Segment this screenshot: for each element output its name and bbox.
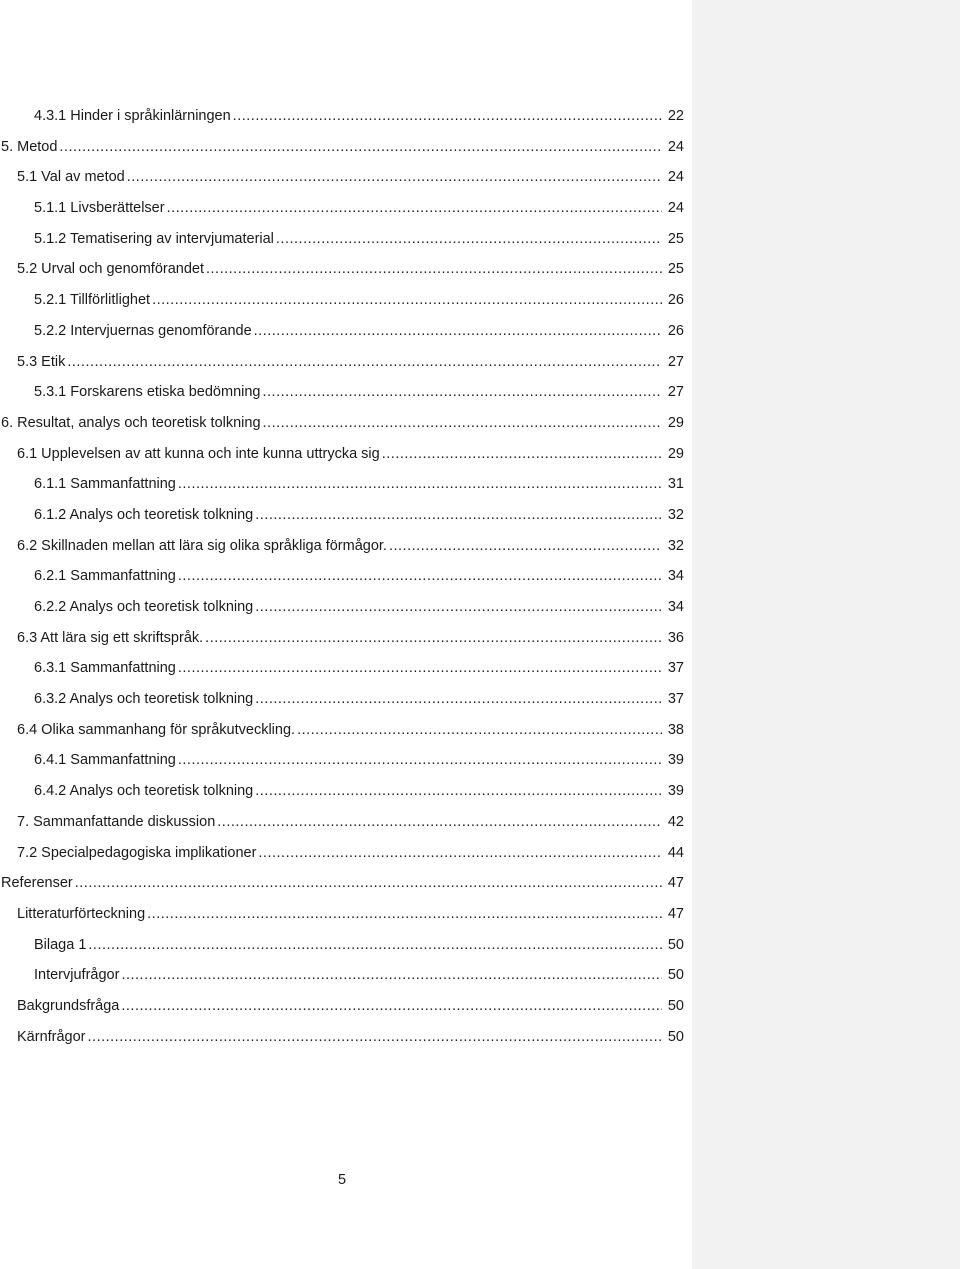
toc-entry-title: 6.3 Att lära sig ett skriftspråk. — [17, 629, 204, 646]
toc-entry-page: 24 — [667, 200, 684, 217]
toc-entry-title: 6.4.1 Sammanfattning — [34, 752, 176, 769]
toc-entry-title: Referenser — [1, 875, 73, 892]
toc-entry-title: 6.4 Olika sammanhang för språkutveckling. — [17, 721, 296, 738]
toc-entry-page: 47 — [667, 905, 684, 922]
toc-dot-leader — [389, 531, 662, 562]
toc-dot-leader — [127, 162, 662, 193]
toc-entry-title: 6.2.1 Sammanfattning — [34, 568, 176, 585]
toc-dot-leader — [233, 101, 662, 132]
toc-entry[interactable] — [0, 285, 684, 316]
toc-entry[interactable] — [0, 653, 684, 684]
toc-entry-page: 31 — [667, 476, 684, 493]
toc-entry-title: Litteraturförteckning — [17, 905, 146, 922]
toc-entry-title: 4.3.1 Hinder i språkinlärningen — [34, 108, 231, 124]
toc-entry[interactable] — [0, 930, 684, 961]
toc-dot-leader — [178, 745, 662, 776]
toc-entry-page: 24 — [667, 169, 684, 186]
toc-entry[interactable] — [0, 838, 684, 869]
toc-entry-page: 39 — [667, 783, 684, 800]
toc-dot-leader — [59, 132, 662, 163]
toc-dot-leader — [88, 930, 662, 961]
toc-entry-page: 50 — [667, 1028, 684, 1045]
toc-entry[interactable] — [0, 316, 684, 347]
toc-entry-title: 6.1 Upplevelsen av att kunna och inte kunna uttrycka sig — [17, 445, 380, 462]
toc-entry-title: 5.1 Val av metod — [17, 169, 125, 186]
toc-dot-leader — [167, 193, 662, 224]
toc-dot-leader — [205, 623, 662, 654]
toc-entry[interactable] — [0, 439, 684, 470]
comment-margin-pane — [692, 0, 960, 1269]
toc-dot-leader — [178, 653, 662, 684]
toc-dot-leader — [255, 776, 662, 807]
toc-entry-title: Intervjufrågor — [34, 967, 120, 984]
toc-entry-page: 34 — [667, 568, 684, 585]
toc-entry-title: 5.3.1 Forskarens etiska bedömning — [34, 384, 261, 401]
toc-dot-leader — [206, 254, 662, 285]
toc-dot-leader — [88, 1022, 662, 1053]
toc-dot-leader — [75, 868, 662, 899]
toc-entry[interactable] — [0, 531, 684, 562]
toc-entry[interactable] — [0, 101, 684, 132]
toc-entry-page: 36 — [667, 629, 684, 646]
toc-entry[interactable] — [0, 193, 684, 224]
toc-entry[interactable] — [0, 623, 684, 654]
toc-entry-title: Bakgrundsfråga — [17, 997, 120, 1014]
toc-entry-title: 5.1.1 Livsberättelser — [34, 200, 165, 217]
toc-entry-page: 26 — [667, 322, 684, 339]
toc-entry[interactable] — [0, 960, 684, 991]
toc-entry[interactable] — [0, 162, 684, 193]
toc-entry-title: 6.1.2 Analys och teoretisk tolkning — [34, 506, 254, 523]
toc-dot-leader — [67, 347, 662, 378]
toc-dot-leader — [258, 838, 662, 869]
toc-entry-page: 47 — [667, 875, 684, 892]
toc-entry[interactable] — [0, 776, 684, 807]
toc-entry[interactable] — [0, 500, 684, 531]
toc-entry-title: 6.2 Skillnaden mellan att lära sig olika språkliga förmågor. — [17, 537, 387, 554]
toc-entry-page: 37 — [667, 660, 684, 677]
toc-entry[interactable] — [0, 868, 684, 899]
toc-dot-leader — [255, 500, 662, 531]
toc-dot-leader — [382, 439, 662, 470]
toc-entry-page: 24 — [667, 138, 684, 155]
toc-entry[interactable] — [0, 347, 684, 378]
toc-entry-title: 5.2.1 Tillförlitlighet — [34, 292, 151, 309]
toc-dot-leader — [254, 316, 662, 347]
toc-entry-page: 32 — [667, 506, 684, 523]
toc-entry-page: 26 — [667, 292, 684, 309]
toc-entry-title: 6.3.1 Sammanfattning — [34, 660, 176, 677]
toc-entry-page: 29 — [667, 414, 684, 431]
toc-entry[interactable] — [0, 807, 684, 838]
toc-entry[interactable] — [0, 469, 684, 500]
toc-dot-leader — [263, 377, 663, 408]
toc-entry-title: Bilaga 1 — [34, 936, 87, 953]
toc-entry[interactable] — [0, 899, 684, 930]
toc-entry[interactable] — [0, 592, 684, 623]
toc-entry-title: 6.4.2 Analys och teoretisk tolkning — [34, 783, 254, 800]
toc-entry-title: 6. Resultat, analys och teoretisk tolkning — [1, 414, 261, 431]
toc-entry-title: 6.3.2 Analys och teoretisk tolkning — [34, 691, 254, 708]
toc-dot-leader — [297, 715, 662, 746]
toc-entry-page: 50 — [667, 997, 684, 1014]
toc-entry[interactable] — [0, 991, 684, 1022]
page-number: 5 — [337, 1172, 347, 1188]
toc-entry-page: 25 — [667, 261, 684, 278]
toc-dot-leader — [152, 285, 662, 316]
toc-dot-leader — [121, 991, 662, 1022]
toc-entry-title: 5.3 Etik — [17, 353, 66, 370]
toc-entry-page: 34 — [667, 599, 684, 615]
toc-entry-page: 38 — [667, 721, 684, 738]
toc-entry[interactable] — [0, 408, 684, 439]
toc-entry-page: 22 — [667, 108, 684, 124]
toc-entry[interactable] — [0, 715, 684, 746]
toc-entry-page: 42 — [667, 813, 684, 830]
toc-entry[interactable] — [0, 684, 684, 715]
toc-entry-page: 25 — [667, 230, 684, 247]
toc-entry-title: 5.2.2 Intervjuernas genomförande — [34, 322, 252, 339]
toc-dot-leader — [255, 592, 662, 623]
toc-entry-page: 50 — [667, 936, 684, 953]
toc-entry-page: 39 — [667, 752, 684, 769]
toc-entry[interactable] — [0, 254, 684, 285]
toc-entry[interactable] — [0, 745, 684, 776]
toc-dot-leader — [217, 807, 662, 838]
toc-dot-leader — [121, 960, 662, 991]
toc-entry-title: 6.1.1 Sammanfattning — [34, 476, 176, 493]
toc-entry-page: 37 — [667, 691, 684, 708]
toc-dot-leader — [276, 224, 662, 255]
toc-entry-title: 6.2.2 Analys och teoretisk tolkning — [34, 599, 254, 615]
toc-dot-leader — [255, 684, 662, 715]
toc-entry-page: 27 — [667, 384, 684, 401]
toc-entry-title: 5.1.2 Tematisering av intervjumaterial — [34, 230, 274, 247]
toc-entry-title: Kärnfrågor — [17, 1028, 86, 1045]
toc-entry[interactable] — [0, 132, 684, 163]
toc-entry[interactable] — [0, 1022, 684, 1053]
toc-entry-page: 29 — [667, 445, 684, 462]
toc-entry-title: 7.2 Specialpedagogiska implikationer — [17, 844, 257, 861]
toc-entry-page: 50 — [667, 967, 684, 984]
toc-entry-title: 5. Metod — [1, 138, 58, 155]
toc-entry-title: 5.2 Urval och genomförandet — [17, 261, 204, 278]
toc-entry-title: 7. Sammanfattande diskussion — [17, 813, 216, 830]
toc-entry-page: 44 — [667, 844, 684, 861]
toc-entry-page: 32 — [667, 537, 684, 554]
toc-entry[interactable] — [0, 224, 684, 255]
toc-entry[interactable] — [0, 377, 684, 408]
toc-entry-page: 27 — [667, 353, 684, 370]
toc-dot-leader — [263, 408, 662, 439]
toc-dot-leader — [178, 561, 662, 592]
toc-dot-leader — [147, 899, 662, 930]
table-of-contents — [0, 101, 684, 1052]
toc-dot-leader — [178, 469, 662, 500]
toc-entry[interactable] — [0, 561, 684, 592]
